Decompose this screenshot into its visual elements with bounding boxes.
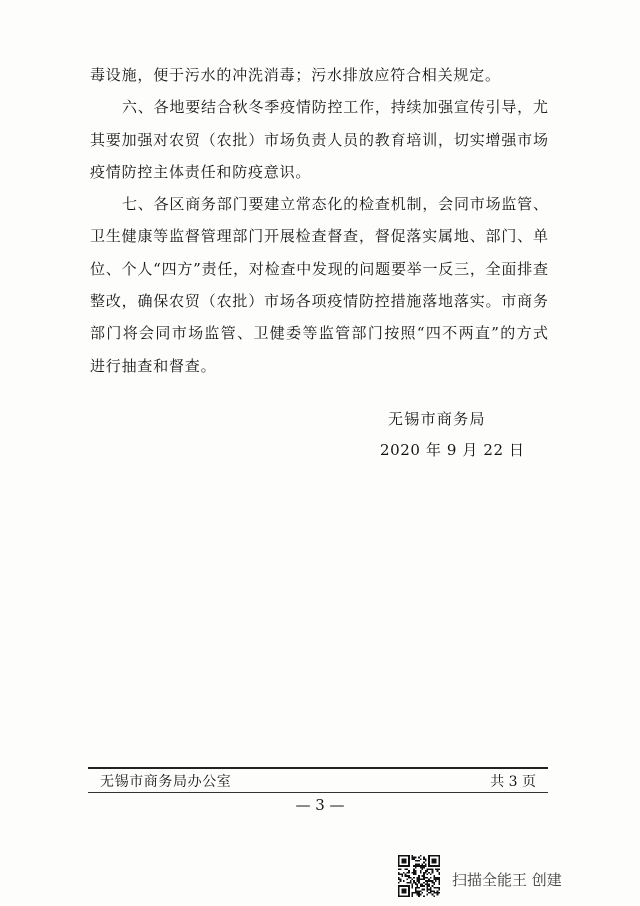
footer-rule-top — [88, 767, 548, 769]
qr-finder-top-left — [398, 855, 410, 867]
paragraph-line: 六、各地要结合秋冬季疫情防控工作，持续加强宣传引导，尤 — [122, 98, 548, 117]
qr-finder-bottom-left — [398, 885, 410, 897]
paragraph-line: 进行抽查和督查。 — [90, 356, 217, 375]
paragraph-line: 七、各区商务部门要建立常态化的检查机制，会同市场监管、 — [122, 195, 548, 214]
paragraph-line: 其要加强对农贸（农批）市场负责人员的教育培训，切实增强市场 — [90, 130, 548, 149]
signature-date: 2020 年 9 月 22 日 — [380, 441, 525, 459]
body-text — [90, 59, 548, 382]
paragraph-line: 部门将会同市场监管、卫健委等监管部门按照“四不两直”的方式 — [90, 324, 548, 343]
qr-code-icon — [398, 855, 440, 897]
paragraph-line: 整改，确保农贸（农批）市场各项疫情防控措施落地落实。市商务 — [90, 292, 548, 311]
paragraph-line: 疫情防控主体责任和防疫意识。 — [90, 162, 312, 181]
paragraph-line: 毒设施，便于污水的冲洗消毒；污水排放应符合相关规定。 — [90, 66, 501, 84]
page-number: — 3 — — [295, 796, 345, 814]
footer-issuing-office: 无锡市商务局办公室 — [100, 774, 232, 790]
signature-issuer: 无锡市商务局 — [388, 410, 486, 428]
footer-total-pages: 共 3 页 — [490, 774, 536, 790]
qr-finder-top-right — [428, 855, 440, 867]
paragraph-line: 卫生健康等监督管理部门开展检查督查，督促落实属地、部门、单 — [90, 227, 548, 246]
scanner-watermark-text: 扫描全能王 创建 — [452, 871, 562, 889]
footer-rule-bottom — [88, 792, 548, 793]
paragraph-line: 位、个人“四方”责任，对检查中发现的问题要举一反三，全面排查 — [90, 259, 548, 278]
